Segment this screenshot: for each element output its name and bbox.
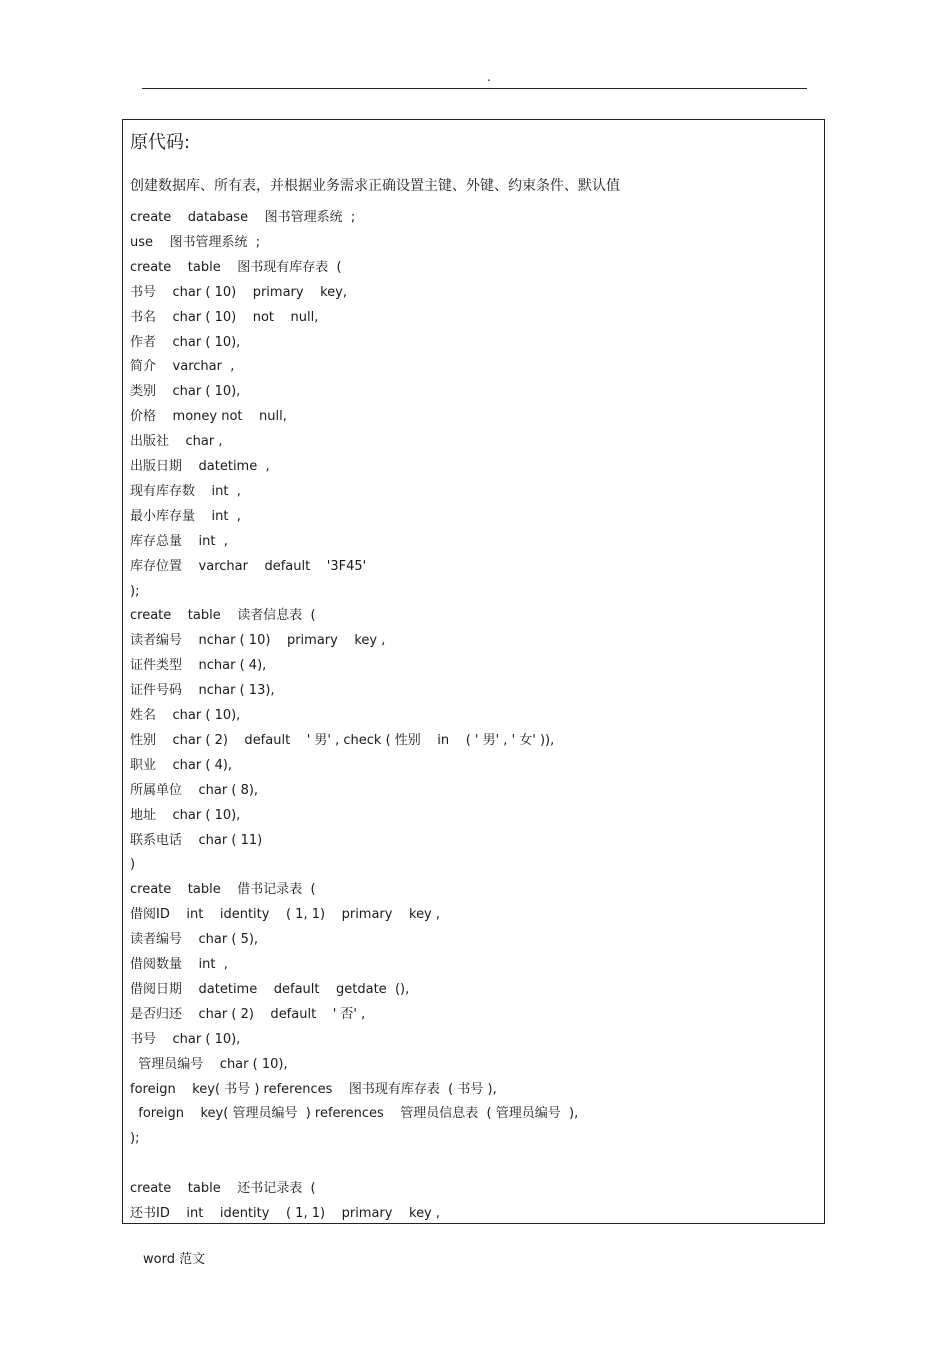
code-line: 管理员编号 char ( 10),: [130, 1056, 288, 1072]
code-line: 读者编号 char ( 5),: [130, 932, 259, 948]
code-line: create table 借书记录表 (: [130, 882, 316, 898]
code-line: 出版日期 datetime ,: [130, 459, 270, 474]
code-line: 还书ID int identity ( 1, 1) primary key ,: [130, 1206, 441, 1221]
code-line: );: [130, 583, 140, 599]
code-line: 联系电话 char ( 11): [130, 832, 263, 848]
code-line: create table 还书记录表 (: [130, 1181, 316, 1197]
code-line: create table 图书现有库存表 (: [130, 259, 342, 275]
footer-text: word 范文: [143, 1252, 206, 1267]
code-line: 出版社 char ,: [130, 434, 223, 450]
code-line: 简介 varchar ,: [130, 359, 235, 375]
code-line: create database 图书管理系统 ;: [130, 210, 356, 225]
code-line: 所属单位 char ( 8),: [130, 782, 259, 798]
code-line: create table 读者信息表 (: [130, 608, 316, 624]
code-line: ): [130, 857, 136, 873]
code-line: 作者 char ( 10),: [130, 334, 241, 350]
code-line: 书号 char ( 10) primary key,: [130, 284, 348, 300]
code-line: 类别 char ( 10),: [130, 384, 241, 400]
code-line: 借阅ID int identity ( 1, 1) primary key ,: [130, 907, 441, 923]
code-line: 性别 char ( 2) default ' 男' , check ( 性别 in ( ' 男' , ' 女' )),: [130, 732, 555, 748]
code-line: 读者编号 nchar ( 10) primary key ,: [130, 633, 386, 649]
code-line: 库存位置 varchar default '3F45': [130, 558, 367, 574]
code-line: );: [130, 1131, 140, 1147]
header-rule: [142, 88, 807, 89]
code-line: 借阅日期 datetime default getdate (),: [130, 981, 410, 997]
code-line: foreign key( 书号 ) references 图书现有库存表 ( 书号 ),: [130, 1081, 497, 1097]
code-line: 现有库存数 int ,: [130, 483, 241, 499]
code-line: 最小库存量 int ,: [130, 508, 241, 524]
section-description: 创建数据库、所有表，并根据业务需求正确设置主键、外键、约束条件、默认值: [130, 178, 620, 194]
header-mark: .: [487, 70, 491, 84]
content-box: [122, 119, 825, 1224]
code-line: use 图书管理系统 ;: [130, 234, 261, 250]
code-line: 书名 char ( 10) not null,: [130, 309, 319, 325]
section-title: 原代码:: [130, 132, 191, 153]
code-line: 地址 char ( 10),: [130, 807, 241, 823]
code-line: 是否归还 char ( 2) default ' 否' ,: [130, 1006, 366, 1022]
code-line: 借阅数量 int ,: [130, 957, 228, 972]
code-line: 书号 char ( 10),: [130, 1031, 241, 1047]
code-line: 证件类型 nchar ( 4),: [130, 658, 267, 674]
code-line: 价格 money not null,: [130, 409, 287, 425]
code-line: 证件号码 nchar ( 13),: [130, 683, 275, 699]
code-line: 姓名 char ( 10),: [130, 708, 241, 723]
code-line: foreign key( 管理员编号 ) references 管理员信息表 ( 管理员编号 ),: [130, 1106, 579, 1122]
code-line: 库存总量 int ,: [130, 533, 228, 549]
code-line: 职业 char ( 4),: [130, 757, 233, 773]
